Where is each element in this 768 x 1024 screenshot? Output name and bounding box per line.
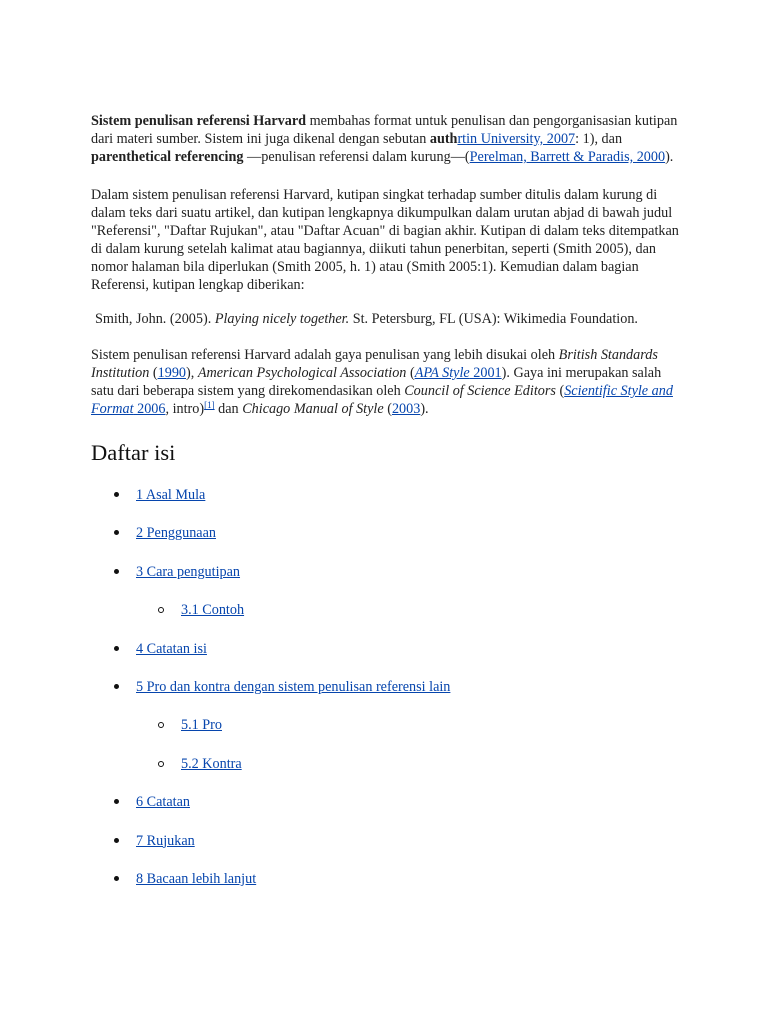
chicago-name: Chicago Manual of Style xyxy=(242,401,384,417)
intro-text-4: ). xyxy=(665,149,674,165)
p3-text-9: ( xyxy=(383,401,392,417)
toc-subitem xyxy=(91,716,681,754)
toc-link-bacaan-lanjut[interactable]: 8 Bacaan lebih lanjut xyxy=(136,870,257,887)
bold-parenthetical: parenthetical referencing xyxy=(91,149,244,165)
apa-style-link[interactable] xyxy=(415,365,502,381)
toc-item xyxy=(91,563,681,601)
article-content xyxy=(91,112,681,908)
ssf-label: Scientific Style and Format xyxy=(91,383,673,417)
apa-year-label: 2001 xyxy=(469,365,502,381)
cse-name: Council of Science Editors xyxy=(404,383,556,399)
p3-text-3: ), xyxy=(186,365,198,381)
toc-link-asal-mula[interactable]: 1 Asal Mula xyxy=(136,487,206,503)
toc-link-cara-pengutipan[interactable]: 3 Cara pengutipan xyxy=(136,563,241,580)
p3-text-2: ( xyxy=(149,365,158,381)
p3-text-8: dan xyxy=(214,401,243,417)
toc-link-contoh[interactable]: 3.1 Contoh xyxy=(181,602,245,619)
bold-term: Sistem penulisan referensi Harvard xyxy=(91,113,307,129)
toc-item xyxy=(91,678,681,716)
intro-text-1: membahas format untuk penulisan dan pengorganisasian kutipan dari materi sumber. Sistem ini juga dikenal dengan sebutan xyxy=(91,113,678,147)
p3-text-6: ( xyxy=(555,383,565,399)
toc-item xyxy=(91,640,681,678)
intro-paragraph xyxy=(91,112,681,166)
toc-link-catatan-isi[interactable]: 4 Catatan isi xyxy=(136,640,207,657)
toc-item xyxy=(91,524,681,562)
toc-link-catatan[interactable]: 6 Catatan xyxy=(136,794,190,811)
apa-name: American Psychological Association xyxy=(197,365,407,381)
harvard-description-paragraph: Dalam sistem penulisan referensi Harvard, kutipan singkat terhadap sumber ditulis dalam kurung di dalam teks dari suatu artikel, dan kutipan lengkapnya dikumpulkan dalam urutan abjad di bawah judul "Referensi", "Daftar Rujukan", atau "Daftar Acuan" di bagian akhir. Kutipan di dalam teks ditempatkan di dalam kurung setelah kalimat atau bagiannya, diikuti tahun penerbitan, seperti (Smith 2005), dan nomor halaman bila diperlukan (Smith 2005, h. 1) atau (Smith 2005:1). Kemudian dalam bagian Referensi, kutipan lengkap diberikan: xyxy=(91,187,679,293)
toc-item xyxy=(91,793,681,831)
table-of-contents xyxy=(91,486,681,908)
toc-heading: Daftar isi xyxy=(91,440,176,465)
ssf-year-label: 2006 xyxy=(133,401,166,417)
citation-publisher: St. Petersburg, FL (USA): Wikimedia Foundation. xyxy=(349,311,638,327)
toc-item xyxy=(91,870,681,908)
citation-author-year: Smith, John. (2005). xyxy=(95,311,215,327)
example-citation xyxy=(95,310,681,328)
citation-title: Playing nicely together. xyxy=(214,311,350,327)
toc-link-rujukan[interactable]: 7 Rujukan xyxy=(136,832,195,849)
footnote-ref-1[interactable]: [1] xyxy=(204,400,215,410)
link-2003[interactable]: 2003 xyxy=(391,401,421,417)
toc-subitem xyxy=(91,755,681,793)
p3-text-7: , intro) xyxy=(165,401,205,417)
toc-item xyxy=(91,486,681,524)
bsi-name: British Standards Institution xyxy=(91,347,658,381)
toc-item xyxy=(91,832,681,870)
link-1990[interactable]: 1990 xyxy=(157,365,186,381)
toc-subitem xyxy=(91,601,681,639)
bold-auth: auth xyxy=(429,131,458,147)
intro-text-2: : 1), dan xyxy=(575,131,623,147)
martin-university-link[interactable]: rtin University, 2007 xyxy=(457,131,576,147)
apa-style-label: APA Style xyxy=(414,365,470,381)
perelman-link[interactable]: Perelman, Barrett & Paradis, 2000 xyxy=(469,149,666,165)
style-adoption-paragraph xyxy=(91,346,681,418)
p3-text-10: ). xyxy=(420,401,429,417)
p3-text-5: ). Gaya ini merupakan salah satu dari beberapa sistem yang direkomendasikan oleh xyxy=(91,365,662,399)
toc-link-kontra[interactable]: 5.2 Kontra xyxy=(181,755,242,772)
toc-link-pro[interactable]: 5.1 Pro xyxy=(181,717,222,734)
toc-link-pro-kontra[interactable]: 5 Pro dan kontra dengan sistem penulisan referensi lain xyxy=(136,678,451,695)
p3-text-1: Sistem penulisan referensi Harvard adalah gaya penulisan yang lebih disukai oleh xyxy=(91,347,559,363)
intro-text-3: —penulisan referensi dalam kurung—( xyxy=(243,149,470,165)
toc-link-penggunaan[interactable]: 2 Penggunaan xyxy=(136,525,216,542)
p3-text-4: ( xyxy=(406,365,415,381)
